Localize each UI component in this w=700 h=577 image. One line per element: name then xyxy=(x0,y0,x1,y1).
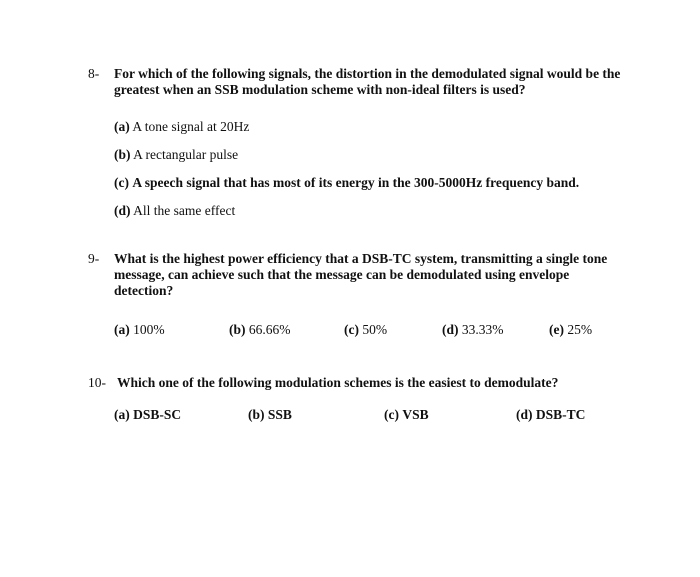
option-a: (a) DSB-SC xyxy=(114,407,182,422)
question-text: Which one of the following modulation schemes is the easiest to demodulate? xyxy=(117,375,559,390)
option-c: (c) A speech signal that has most of its energy in the 300-5000Hz frequency band. xyxy=(114,175,580,190)
question-9 xyxy=(88,251,628,299)
option-b: (b) A rectangular pulse xyxy=(114,147,239,162)
question-10 xyxy=(88,375,628,391)
option-b: (b) SSB xyxy=(248,407,292,422)
option-d: (d) All the same effect xyxy=(114,203,236,218)
option-c: (c) VSB xyxy=(384,407,429,422)
option-e: (e) 25% xyxy=(549,322,593,337)
question-text: For which of the following signals, the distortion in the demodulated signal would be the greatest when an SSB modulation scheme with non-ideal filters is used? xyxy=(114,66,621,97)
question-number: 10- xyxy=(88,375,106,390)
option-c: (c) 50% xyxy=(344,322,388,337)
question-8 xyxy=(88,66,628,98)
option-a: (a) A tone signal at 20Hz xyxy=(114,119,250,134)
option-b: (b) 66.66% xyxy=(229,322,291,337)
question-text: What is the highest power efficiency that a DSB-TC system, transmitting a single tone message, can achieve such that the message can be demodulated using envelope detection? xyxy=(114,251,608,298)
option-d: (d) DSB-TC xyxy=(516,407,586,422)
option-a: (a) 100% xyxy=(114,322,165,337)
question-number: 8- xyxy=(88,66,100,81)
option-d: (d) 33.33% xyxy=(442,322,504,337)
question-number: 9- xyxy=(88,251,100,266)
